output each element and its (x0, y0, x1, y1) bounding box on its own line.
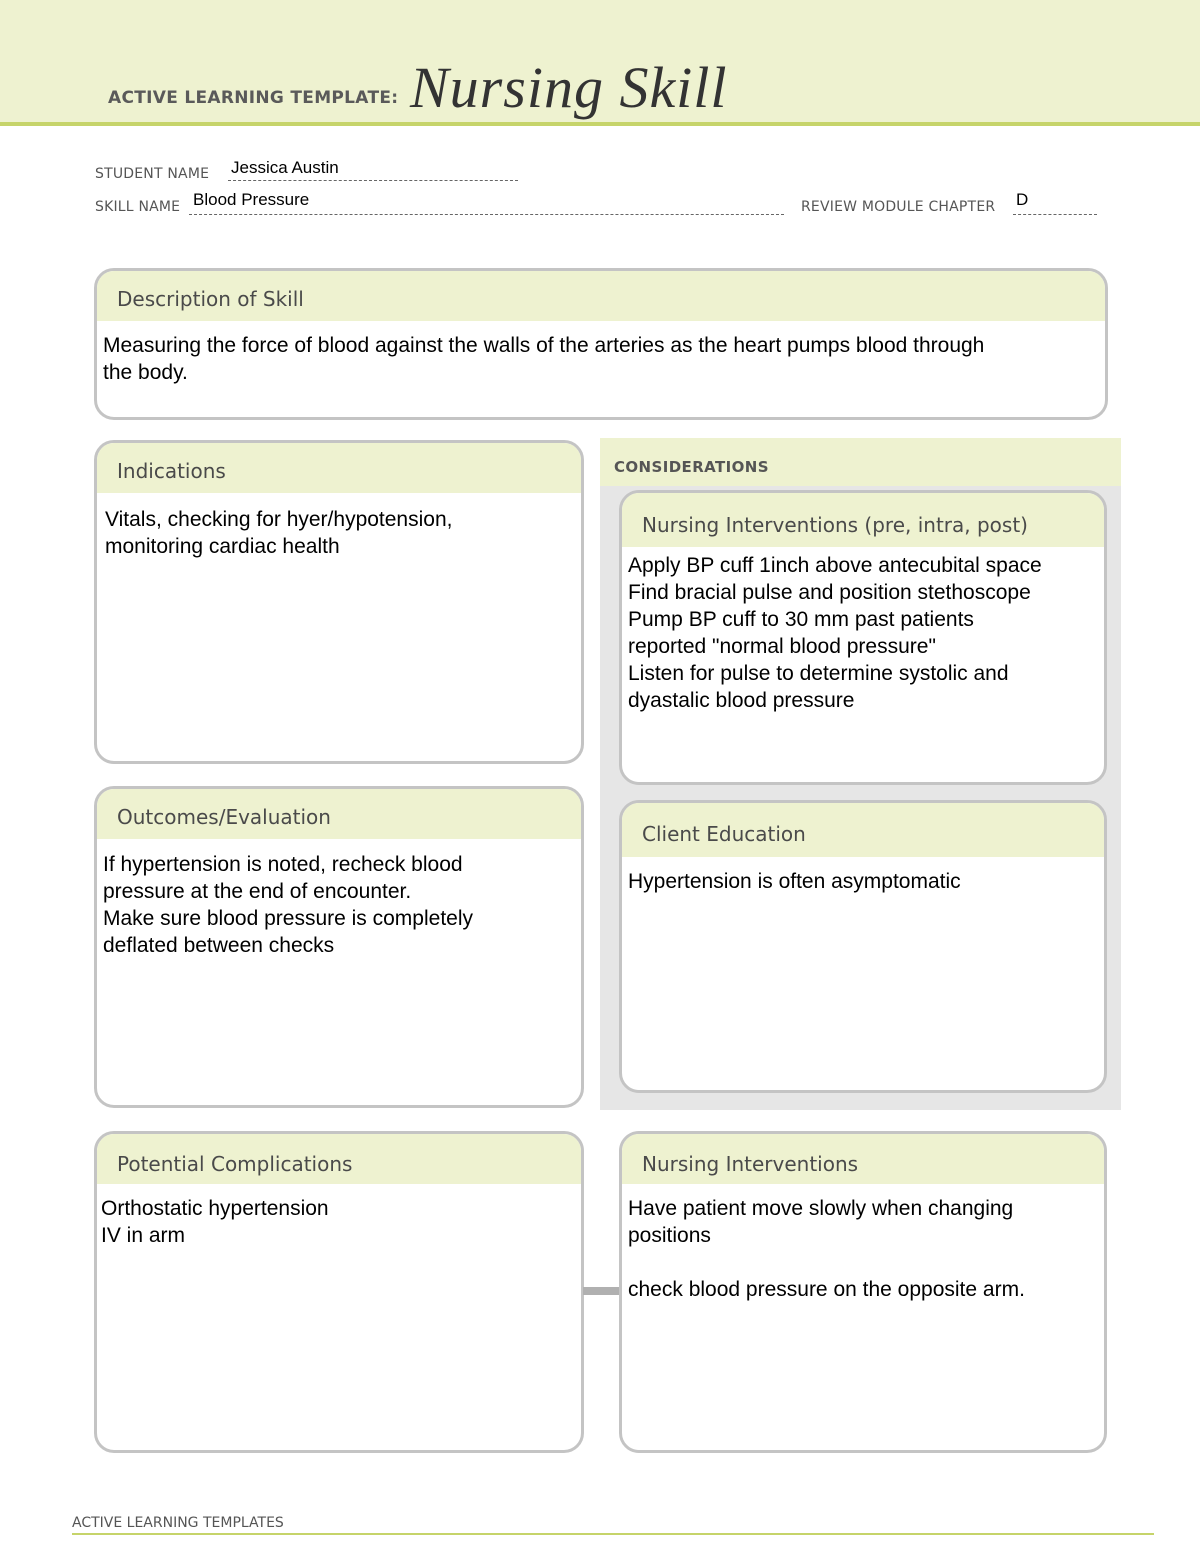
considerations-label: CONSIDERATIONS (614, 458, 769, 476)
footer-rule (72, 1533, 1154, 1535)
indications-header: Indications (97, 443, 581, 493)
template-label: ACTIVE LEARNING TEMPLATE: (108, 88, 399, 108)
client-education-body[interactable] (622, 857, 1104, 895)
description-box (94, 268, 1108, 420)
nursing-interventions-line: dyastalic blood pressure (628, 689, 855, 712)
description-line: the body. (103, 361, 188, 384)
description-body[interactable] (97, 321, 1105, 386)
outcomes-line: Make sure blood pressure is completely (103, 907, 474, 930)
skill-name-label: SKILL NAME (95, 199, 181, 215)
client-education-line: Hypertension is often asymptomatic (628, 870, 961, 893)
complications-body[interactable] (97, 1184, 581, 1249)
outcomes-body[interactable] (97, 839, 581, 959)
complication-interventions-box (619, 1131, 1107, 1453)
nursing-interventions-line: Listen for pulse to determine systolic and (628, 662, 1009, 685)
nursing-interventions-line: Pump BP cuff to 30 mm past patients (628, 608, 974, 631)
student-name-field[interactable]: Jessica Austin (231, 158, 339, 177)
header-rule (0, 122, 1200, 126)
page-title: Nursing Skill (410, 55, 728, 120)
skill-name-field[interactable]: Blood Pressure (193, 190, 310, 209)
complications-line: IV in arm (101, 1224, 186, 1247)
indications-line: Vitals, checking for hyer/hypotension, (105, 508, 453, 531)
nursing-interventions-box (619, 490, 1107, 785)
nursing-interventions-header: Nursing Interventions (pre, intra, post) (622, 493, 1104, 547)
complication-interventions-header: Nursing Interventions (622, 1134, 1104, 1184)
outcomes-header: Outcomes/Evaluation (97, 789, 581, 839)
indications-body[interactable] (97, 493, 581, 560)
indications-box (94, 440, 584, 764)
complication-interventions-line (628, 1249, 1094, 1276)
outcomes-line: If hypertension is noted, recheck blood (103, 853, 463, 876)
review-module-line (1013, 214, 1097, 215)
client-education-box (619, 800, 1107, 1093)
connector-bar (583, 1287, 621, 1295)
student-name-line (228, 180, 518, 181)
complication-interventions-line: positions (628, 1224, 711, 1247)
student-name-label: STUDENT NAME (95, 166, 210, 182)
client-education-header: Client Education (622, 803, 1104, 857)
indications-line: monitoring cardiac health (105, 535, 340, 558)
nursing-interventions-line: Apply BP cuff 1inch above antecubital space (628, 554, 1042, 577)
outcomes-line: deflated between checks (103, 934, 335, 957)
description-header: Description of Skill (97, 271, 1105, 321)
nursing-interventions-line: Find bracial pulse and position stethoscope (628, 581, 1031, 604)
nursing-interventions-body[interactable] (622, 547, 1104, 714)
complications-box (94, 1131, 584, 1453)
outcomes-box (94, 786, 584, 1108)
footer-label: ACTIVE LEARNING TEMPLATES (72, 1515, 284, 1531)
complications-line: Orthostatic hypertension (101, 1197, 329, 1220)
nursing-interventions-line: reported "normal blood pressure" (628, 635, 936, 658)
review-module-field[interactable]: D (1016, 190, 1029, 209)
skill-name-line (189, 214, 784, 215)
outcomes-line: pressure at the end of encounter. (103, 880, 412, 903)
review-module-label: REVIEW MODULE CHAPTER (801, 199, 996, 215)
complications-header: Potential Complications (97, 1134, 581, 1184)
complication-interventions-line: Have patient move slowly when changing (628, 1197, 1014, 1220)
complication-interventions-body[interactable] (622, 1184, 1104, 1303)
description-line: Measuring the force of blood against the walls of the arteries as the heart pumps blood through (103, 334, 985, 357)
complication-interventions-line: check blood pressure on the opposite arm. (628, 1278, 1025, 1301)
